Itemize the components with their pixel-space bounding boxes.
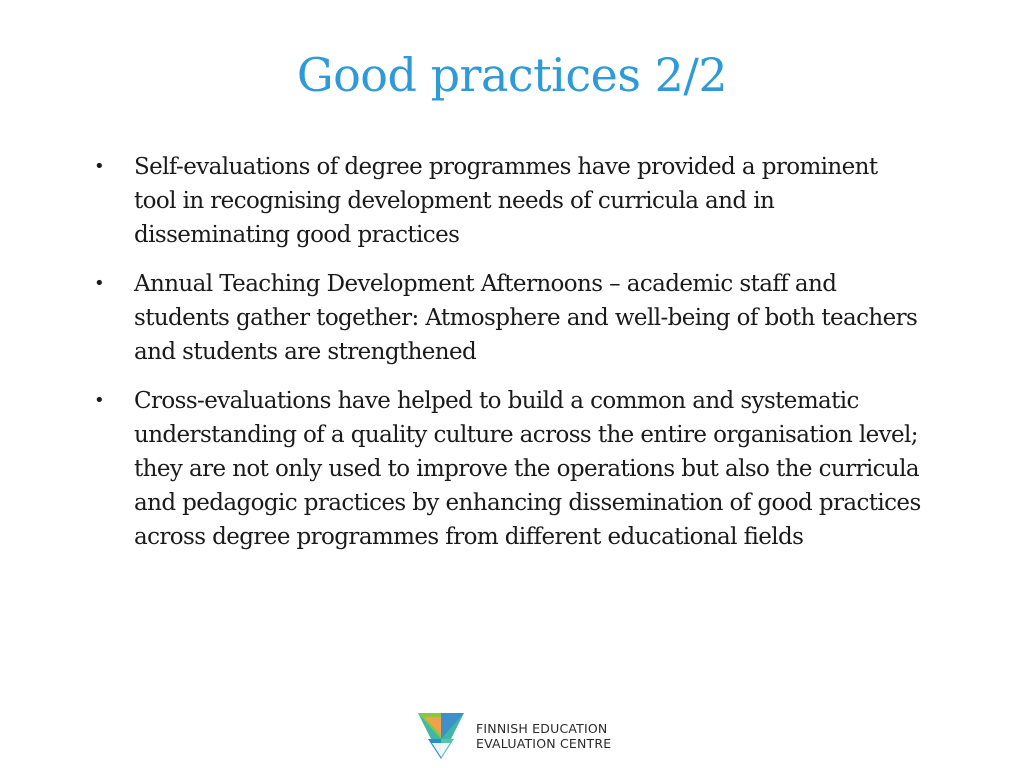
- logo-line-1: FINNISH EDUCATION: [476, 721, 608, 736]
- bullet-item-2: [92, 267, 922, 369]
- bullet-item-3: [92, 384, 922, 554]
- bullet-text-2: Annual Teaching Development Afternoons – academic staff and students gather together: Atmosphere and well-being of both teachers and students are strengthened: [134, 271, 918, 365]
- bullet-text-1: Self-evaluations of degree programmes have provided a prominent tool in recognising development needs of curricula and in disseminating good practices: [134, 154, 878, 248]
- bullet-icon: •: [94, 273, 105, 294]
- karvi-logo: [414, 708, 611, 764]
- bullet-item-1: [92, 150, 922, 252]
- bullet-list: [92, 150, 922, 569]
- bullet-text-3: Cross-evaluations have helped to build a common and systematic understanding of a quality culture across the entire organisation level; they are not only used to improve the operations but also the curricula and pedagogic practices by enhancing dissemination of good practices across degree programmes from different educational fields: [134, 388, 921, 550]
- bullet-icon: •: [94, 390, 105, 411]
- logo-text: [476, 721, 611, 751]
- slide-title: Good practices 2/2: [296, 48, 728, 102]
- triangle-logo-icon: [414, 709, 468, 763]
- bullet-icon: •: [94, 156, 105, 177]
- logo-line-2: EVALUATION CENTRE: [476, 736, 612, 751]
